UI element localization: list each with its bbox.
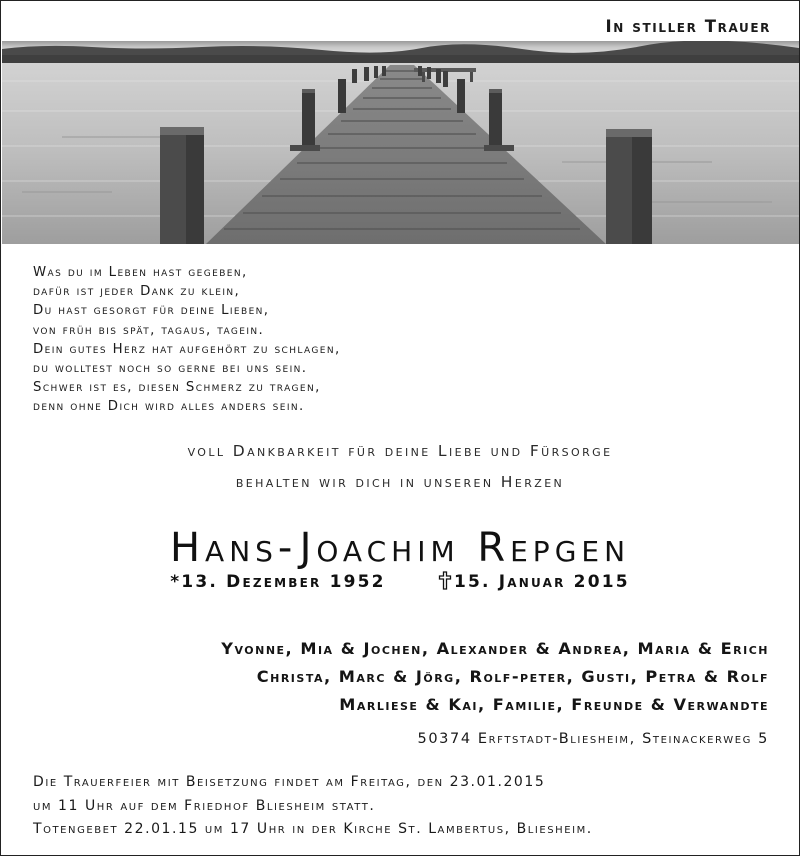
birth-date: *13. Dezember 1952 xyxy=(170,572,386,592)
poem-line: dafür ist jeder Dank zu klein, xyxy=(33,284,241,300)
poem xyxy=(33,263,553,417)
family-line: Christa, Marc & Jörg, Rolf-peter, Gusti, Petra & Rolf xyxy=(256,667,769,686)
life-dates xyxy=(1,571,799,592)
poem-line: von früh bis spät, tagaus, tagein. xyxy=(33,322,265,338)
poem-line: denn ohne Dich wird alles anders sein. xyxy=(33,399,305,415)
family-line: Yvonne, Mia & Jochen, Alexander & Andrea, Maria & Erich xyxy=(221,639,769,658)
funeral-info xyxy=(33,771,593,842)
gratitude-line-1: voll Dankbarkeit für deine Liebe und Fürsorge xyxy=(187,442,613,460)
funeral-line: um 11 Uhr auf dem Friedhof Bliesheim statt. xyxy=(33,797,376,814)
poem-line: Schwer ist es, diesen Schmerz zu tragen, xyxy=(33,380,321,396)
funeral-line: Totengebet 22.01.15 um 17 Uhr in der Kirche St. Lambertus, Bliesheim. xyxy=(33,821,593,837)
header-title: In stiller Trauer xyxy=(605,17,771,36)
family-line: Marliese & Kai, Familie, Freunde & Verwandte xyxy=(339,695,769,714)
poem-line: Was du im Leben hast gegeben, xyxy=(33,265,248,280)
jetty-lake-photo xyxy=(2,41,799,244)
address: 50374 Erftstadt-Bliesheim, Steinackerweg 5 xyxy=(417,731,769,747)
poem-line: du wolltest noch so gerne bei uns sein. xyxy=(33,361,308,377)
deceased-name: Hans-Joachim Repgen xyxy=(169,525,631,571)
death-date: 15. Januar 2015 xyxy=(453,572,630,592)
gratitude-line-2: behalten wir dich in unseren Herzen xyxy=(235,473,565,491)
family-names xyxy=(221,635,769,719)
cross-icon xyxy=(438,571,452,590)
poem-line: Dein gutes Herz hat aufgehört zu schlagen, xyxy=(33,341,341,357)
funeral-line: Die Trauerfeier mit Beisetzung findet am Freitag, den 23.01.2015 xyxy=(33,774,546,790)
poem-line: Du hast gesorgt für deine Lieben, xyxy=(33,303,270,319)
